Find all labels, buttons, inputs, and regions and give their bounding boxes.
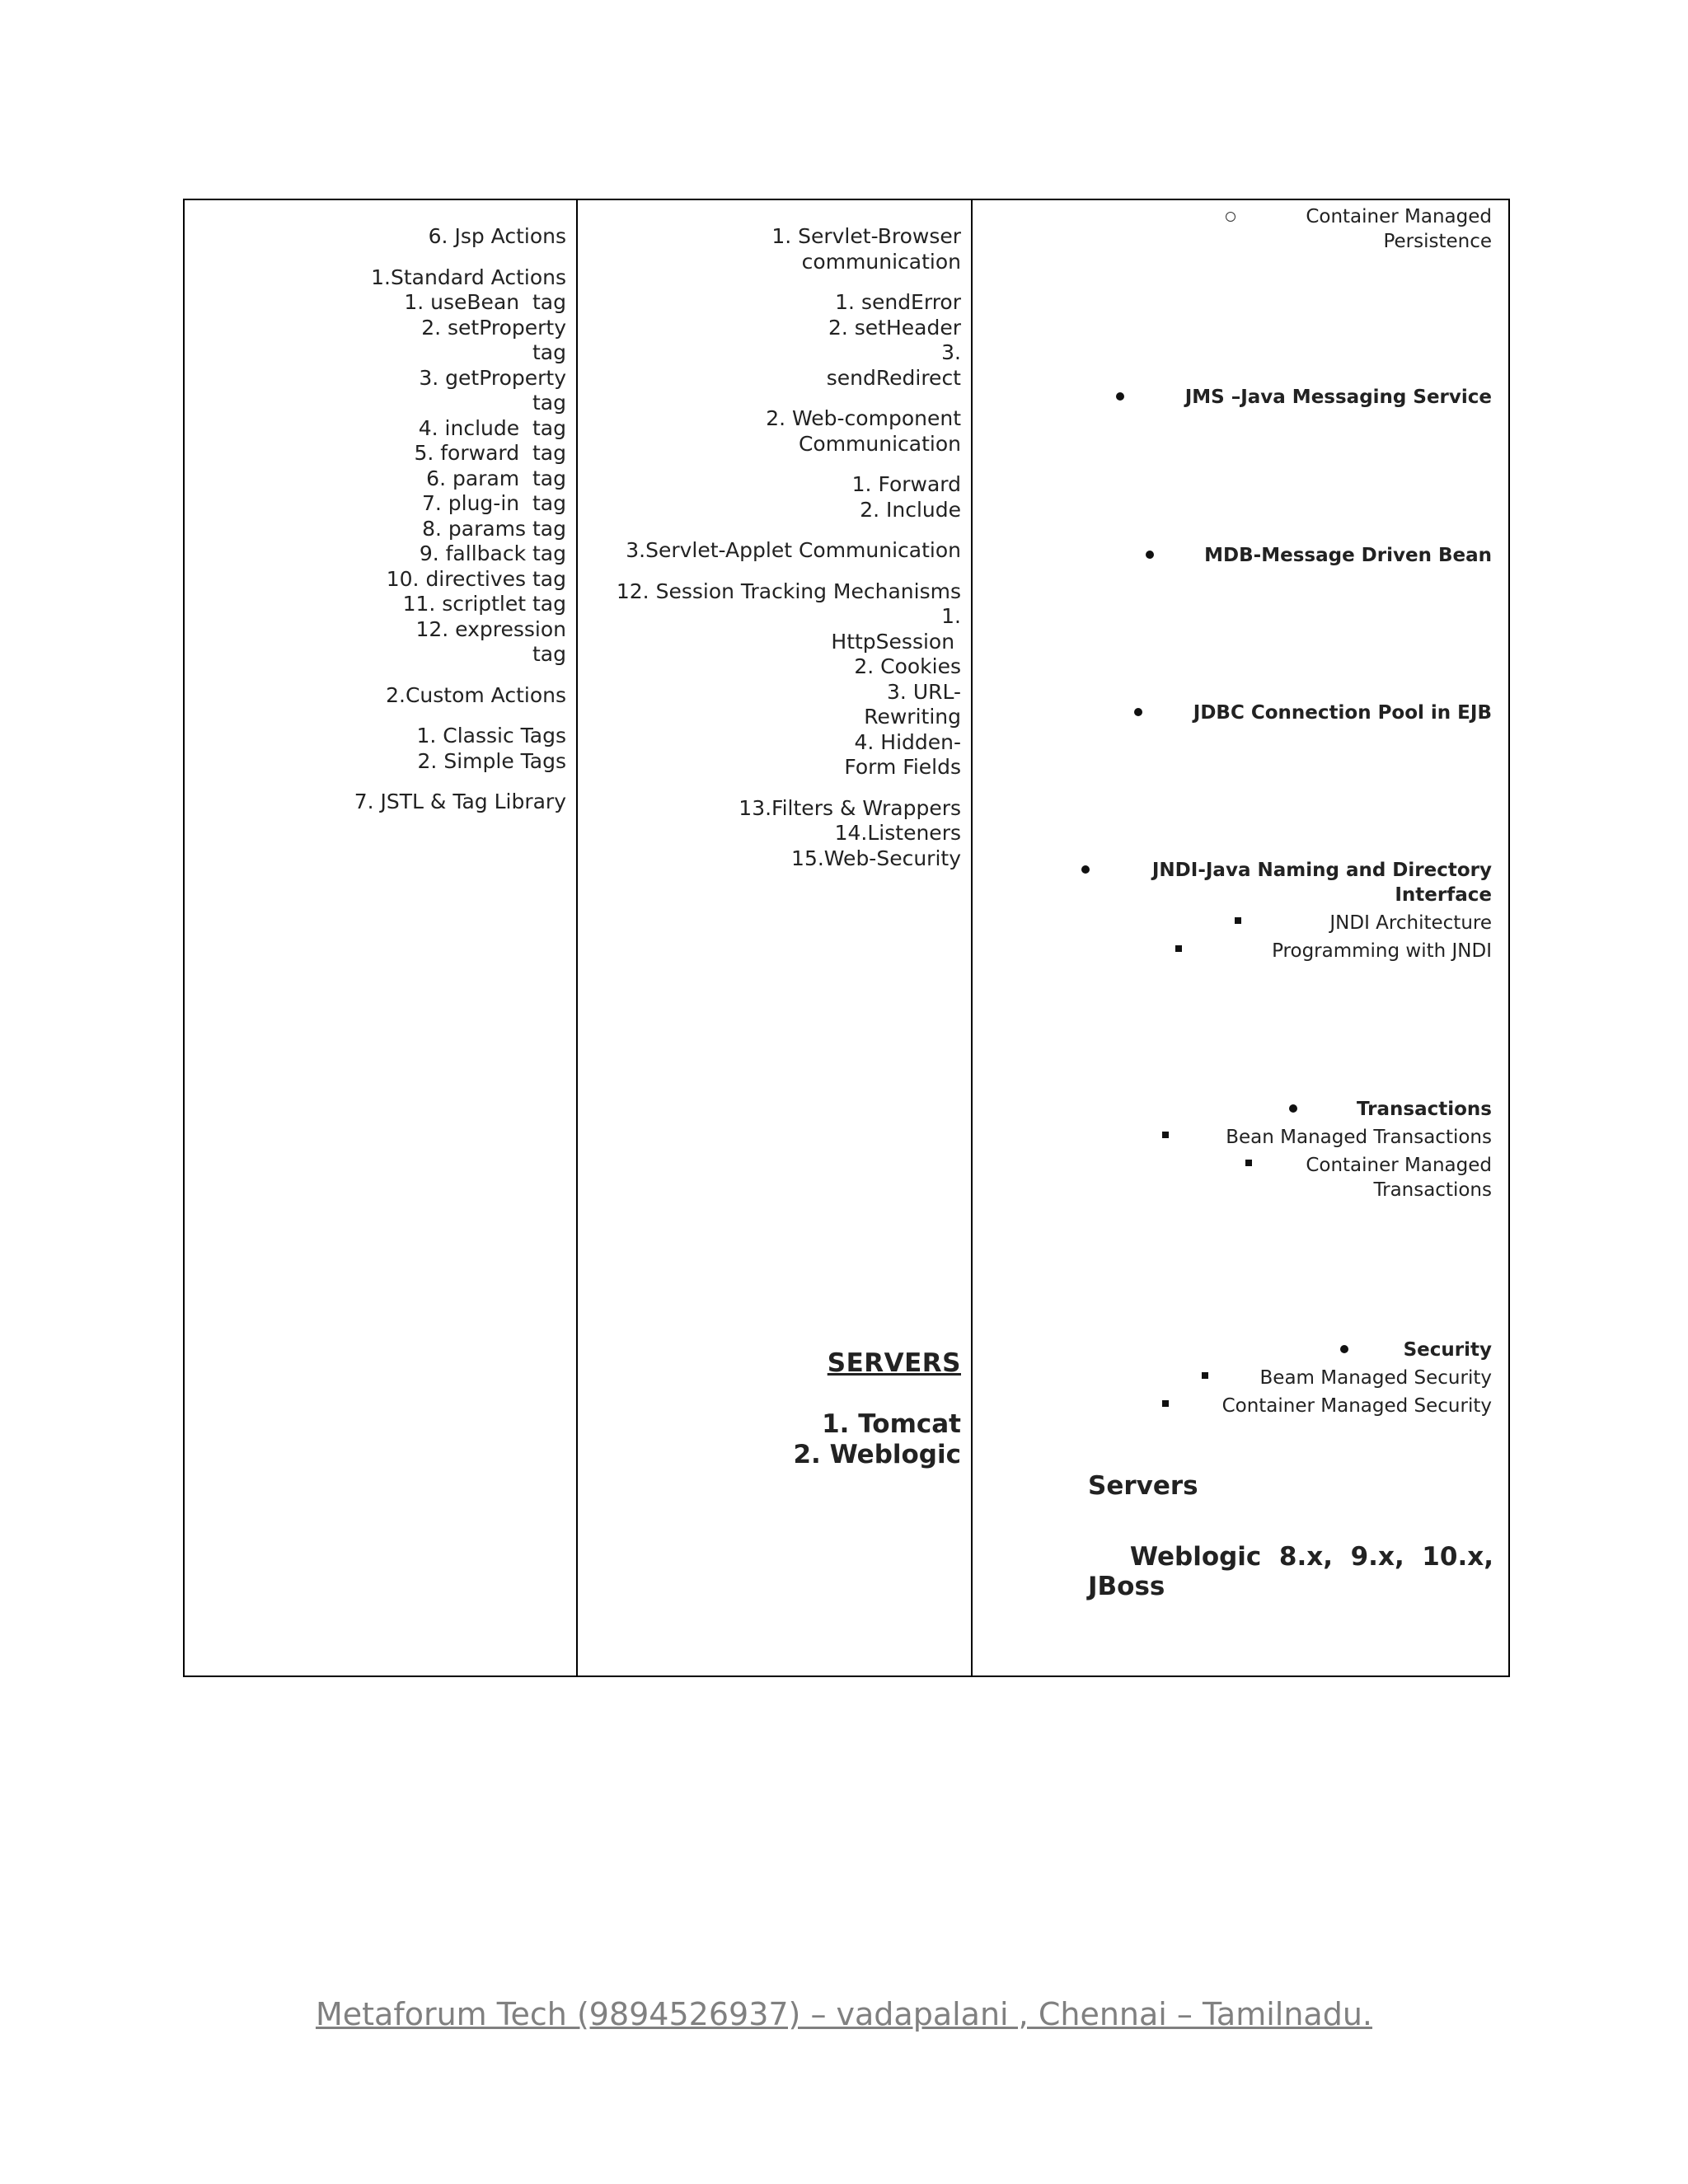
section-heading: communication [801,249,961,274]
section-heading: Transactions [1357,1099,1492,1120]
list-item: 10. directives tag [386,566,566,591]
list-item: 3. URL- [887,679,961,704]
section-heading: 12. Session Tracking Mechanisms [616,579,961,603]
jsp-actions-column [185,200,566,815]
servers-line: Weblogic 8.x, 9.x, 10.x, [1129,1542,1493,1572]
list-item: JNDI Architecture [973,911,1492,935]
list-item: 1. sendError [835,290,961,314]
square-bullet-icon [1245,1160,1252,1166]
list-item: 1. [941,604,961,628]
section-heading: 7. JSTL & Tag Library [354,790,566,813]
list-item: Form Fields [844,755,961,779]
list-item: Rewriting [864,705,961,729]
list-item: Transactions [1373,1179,1492,1201]
page-footer: Metaforum Tech (9894526937) – vadapalani , Chennai – Tamilnadu. [315,1996,1373,2032]
square-bullet-icon [1202,1372,1208,1379]
subheading: 1.Standard Actions [371,265,566,289]
section-heading: 13.Filters & Wrappers [738,795,961,820]
square-bullet-icon [1235,917,1241,924]
list-item: 4. Hidden- [854,729,961,754]
list-item: 2. Simple Tags [417,748,566,773]
list-item: 2. setHeader [828,315,961,340]
list-item: 11. scriptlet tag [402,592,566,616]
section-heading: 1. Servlet-Browser [771,224,961,248]
list-item: 4. include tag [418,415,566,440]
list-item: 2. setProperty [421,315,566,340]
list-item: Container Managed Security [973,1394,1492,1418]
list-item: Persistence [1383,231,1492,252]
server-item: 1. Tomcat [822,1409,961,1439]
section-heading: 3.Servlet-Applet Communication [626,538,961,562]
list-item: 9. fallback tag [419,541,566,565]
section-heading: JDBC Connection Pool in EJB [1193,702,1492,724]
list-item: 3. [941,340,961,364]
list-item: Container Managed [1306,206,1492,227]
list-item: tag [532,391,566,415]
list-item: 1. useBean tag [404,290,566,314]
square-bullet-icon [1162,1400,1169,1407]
square-bullet-icon [1175,945,1182,952]
section-heading: JMS –Java Messaging Service [1184,387,1492,408]
list-item: tag [532,340,566,364]
section-heading: JNDI-Java Naming and Directory [1151,860,1492,881]
section-heading: Communication [798,431,961,456]
servers-title: Servers [1088,1471,1198,1501]
list-item: 3. getProperty [419,365,566,390]
content-table [183,199,1510,1677]
servlet-column [578,200,961,871]
list-item: 8. params tag [422,516,566,541]
list-item: 1. Classic Tags [416,724,566,748]
servers-heading: SERVERS [827,1348,961,1378]
list-item: Programming with JNDI [973,939,1492,963]
servers-block [578,1348,961,1470]
section-heading: MDB-Message Driven Bean [1204,545,1492,566]
list-item: sendRedirect [826,365,961,390]
list-item: 12. expression [415,616,566,641]
list-item: tag [532,642,566,666]
square-bullet-icon [1162,1132,1169,1138]
section-heading: 6. Jsp Actions [428,224,566,248]
list-item: Container Managed [973,1153,1492,1178]
list-item: 2. Cookies [854,654,961,678]
list-item: HttpSession [831,629,961,654]
server-item: 2. Weblogic [793,1440,961,1469]
section-heading: Security [1403,1339,1492,1361]
list-item: 2. Include [860,497,961,522]
list-item: 1. Forward [851,472,961,496]
list-item: Bean Managed Transactions [973,1125,1492,1150]
servers-list [1088,1542,1493,1601]
list-item: 6. param tag [426,466,566,490]
servers-line: JBoss [1088,1572,1165,1601]
section-heading: 2. Web-component [766,406,961,430]
list-item: Beam Managed Security [973,1366,1492,1390]
subheading: 2.Custom Actions [386,682,566,707]
section-heading: 15.Web-Security [791,846,961,870]
section-heading: Interface [1395,884,1492,906]
list-item: 7. plug-in tag [421,491,566,515]
section-heading: 14.Listeners [834,821,961,845]
list-item: 5. forward tag [414,441,566,465]
